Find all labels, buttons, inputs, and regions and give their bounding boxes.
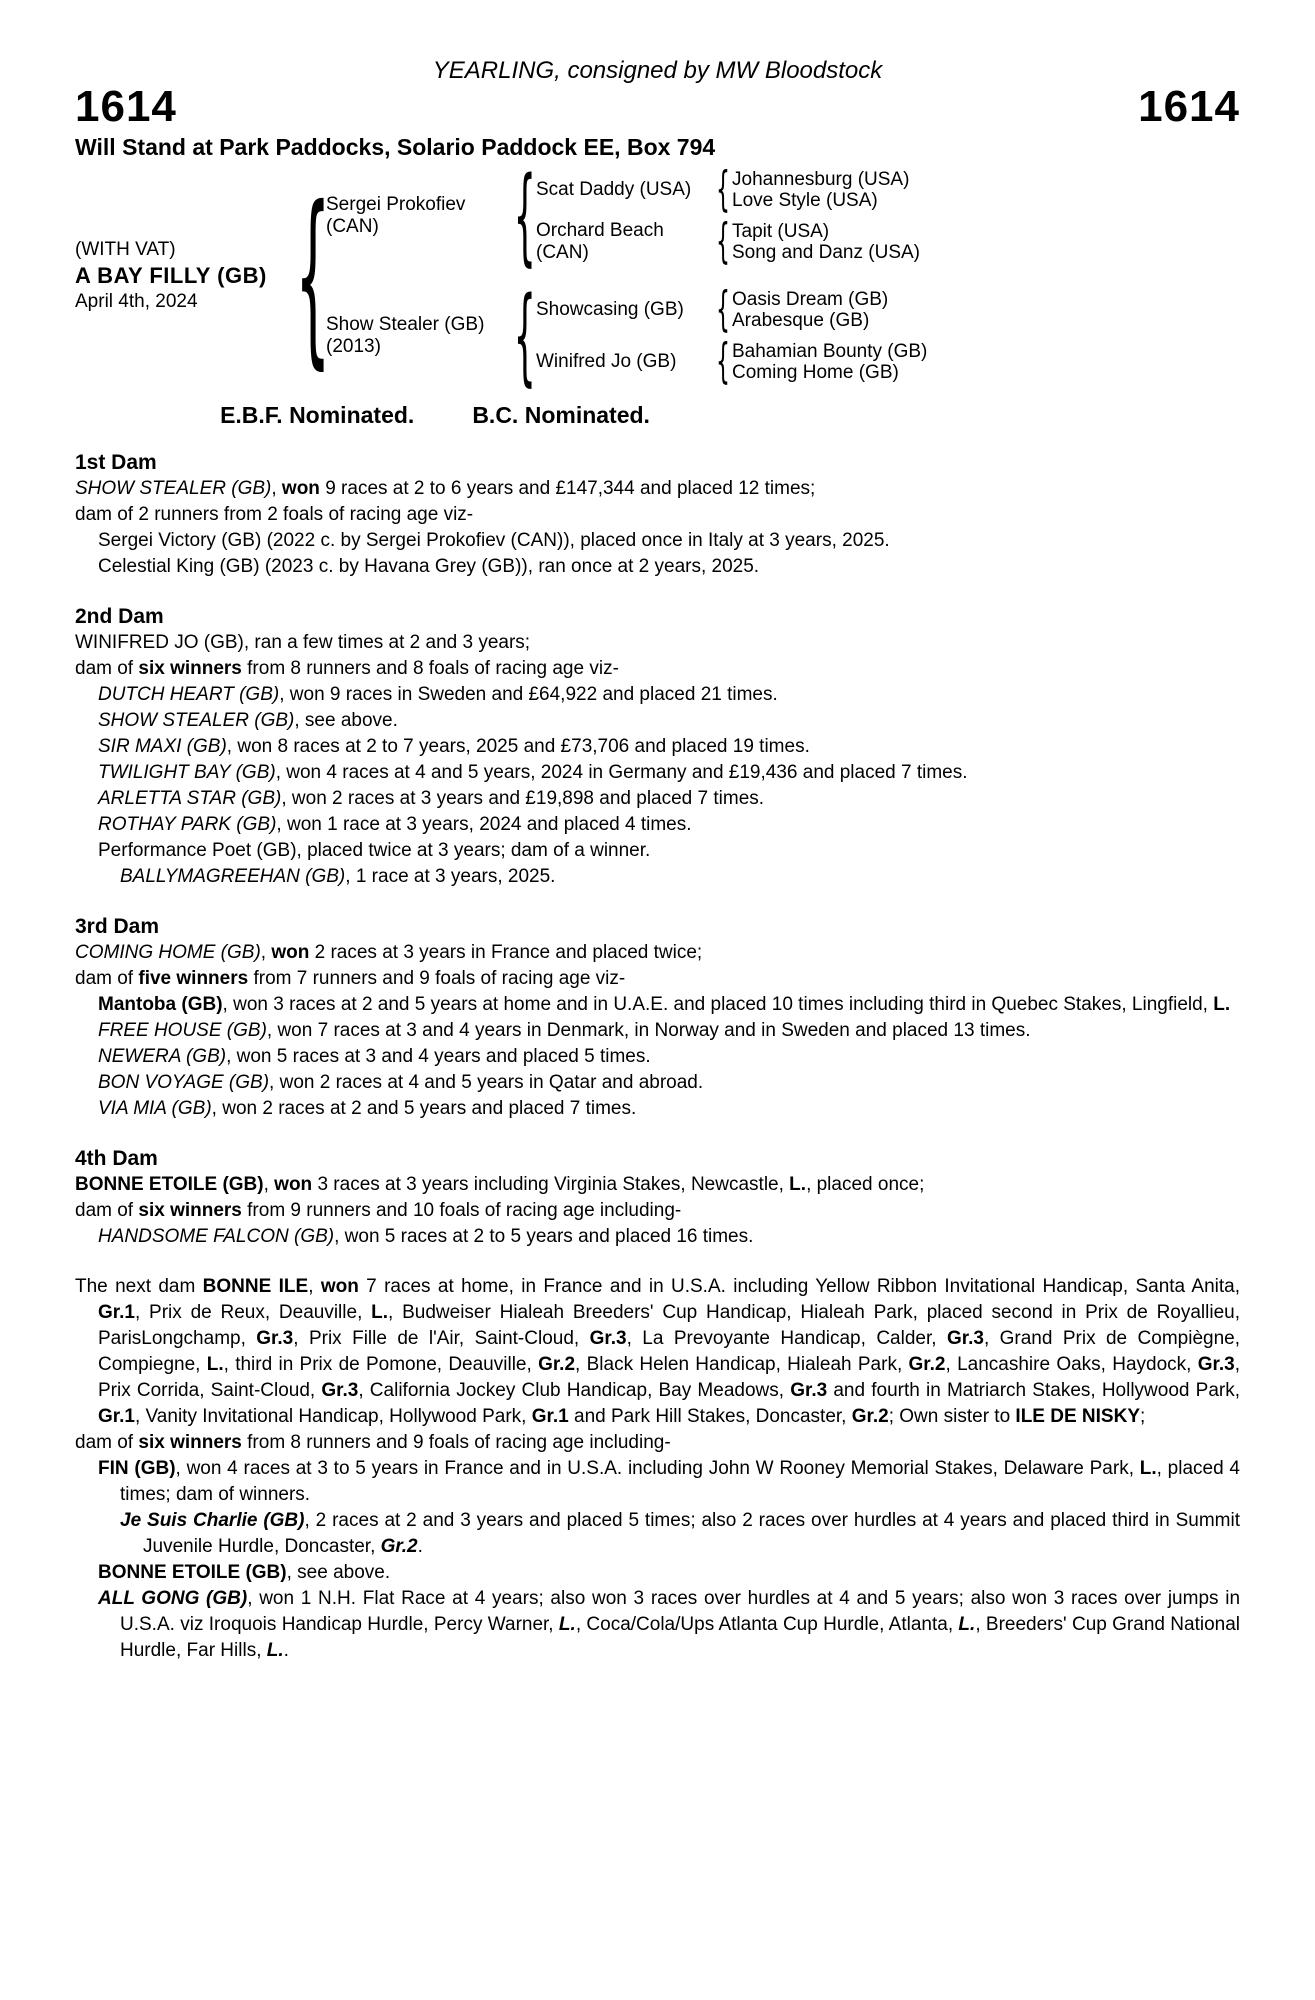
stand-location-line: Will Stand at Park Paddocks, Solario Paddock EE, Box 794 xyxy=(75,134,716,160)
vat-note: (WITH VAT) xyxy=(75,239,176,260)
dam-section xyxy=(75,1146,1240,1250)
pedigree-brace-sire-sire: { xyxy=(716,161,730,217)
pedigree-paragraph: VIA MIA (GB), won 2 races at 2 and 5 years and placed 7 times. xyxy=(98,1098,637,1119)
pedigree-table xyxy=(75,154,1240,397)
sire-sire-name: Scat Daddy (USA) xyxy=(536,179,692,200)
pedigree-paragraph: HANDSOME FALCON (GB), won 5 races at 2 to 5 years and placed 16 times. xyxy=(98,1226,754,1247)
subject-name: A BAY FILLY (GB) xyxy=(75,263,267,288)
dam-section-heading: 1st Dam xyxy=(75,451,157,474)
pedigree-paragraph: WINIFRED JO (GB), ran a few times at 2 and 3 years; xyxy=(75,632,531,653)
dam-branch xyxy=(326,274,928,397)
pedigree-paragraph: SIR MAXI (GB), won 8 races at 2 to 7 years, 2025 and £73,706 and placed 19 times. xyxy=(98,736,810,757)
dam-name: Show Stealer (GB) (2013) xyxy=(326,314,485,357)
pedigree-brace-dam-sire: { xyxy=(716,281,730,337)
pedigree-paragraph: SHOW STEALER (GB), won 9 races at 2 to 6 years and £147,344 and placed 12 times; xyxy=(75,478,816,499)
pedigree-paragraph: dam of six winners from 8 runners and 9 foals of racing age including- xyxy=(75,1432,671,1453)
lot-number-right: 1614 xyxy=(1138,82,1240,131)
pedigree-brace-sire: { xyxy=(513,154,537,277)
pedigree-paragraph: Sergei Victory (GB) (2022 c. by Sergei Prokofiev (CAN)), placed once in Italy at 3 years, 2025. xyxy=(98,530,890,551)
pedigree-paragraph: ARLETTA STAR (GB), won 2 races at 3 years and £19,898 and placed 7 times. xyxy=(98,788,765,809)
lot-number-row xyxy=(75,84,1240,130)
pedigree-paragraph: BONNE ETOILE (GB), won 3 races at 3 years including Virginia Stakes, Newcastle, L., placed once; xyxy=(75,1174,925,1195)
pedigree-paragraph: TWILIGHT BAY (GB), won 4 races at 4 and 5 years, 2024 in Germany and £19,436 and placed 7 times. xyxy=(98,762,968,783)
great-granddam-name: Song and Danz (USA) xyxy=(732,242,920,263)
great-granddam-name: Love Style (USA) xyxy=(732,190,878,211)
dam-sire-branch xyxy=(536,281,927,337)
pedigree-paragraph: dam of six winners from 8 runners and 8 foals of racing age viz- xyxy=(75,658,619,679)
dam-dam-parents xyxy=(732,341,927,383)
great-grandsire-name: Johannesburg (USA) xyxy=(732,169,910,190)
pedigree-brace-generation1: { xyxy=(295,165,331,386)
consignment-line: YEARLING, consigned by MW Bloodstock xyxy=(432,57,883,84)
pedigree-paragraph: BALLYMAGREEHAN (GB), 1 race at 3 years, 2025. xyxy=(120,866,556,887)
dam-sections xyxy=(75,450,1240,1664)
pedigree-brace-dam-dam: { xyxy=(716,333,730,389)
dam-sire-name: Showcasing (GB) xyxy=(536,299,684,320)
dam-section-heading: 4th Dam xyxy=(75,1147,158,1170)
dam-section xyxy=(75,604,1240,890)
subject-block xyxy=(75,237,300,315)
dam-section-heading: 2nd Dam xyxy=(75,605,164,628)
pedigree-paragraph: dam of 2 runners from 2 foals of racing age viz- xyxy=(75,504,474,525)
pedigree-paragraph: dam of six winners from 9 runners and 10 foals of racing age including- xyxy=(75,1200,682,1221)
dam-dam-branch xyxy=(536,333,928,389)
dam-grandparents-column xyxy=(536,281,928,389)
great-grandsire-name: Bahamian Bounty (GB) xyxy=(732,341,928,362)
great-grandsire-name: Oasis Dream (GB) xyxy=(732,289,889,310)
ebf-nomination: E.B.F. Nominated. xyxy=(220,402,415,428)
pedigree-paragraph: Celestial King (GB) (2023 c. by Havana Grey (GB)), ran once at 2 years, 2025. xyxy=(98,556,760,577)
dam-sire-parents xyxy=(732,289,888,331)
dam-section xyxy=(75,450,1240,580)
sire-sire-branch xyxy=(536,161,920,217)
dam-dam-name: Winifred Jo (GB) xyxy=(536,351,677,372)
sire-dam-parents xyxy=(732,221,920,263)
pedigree-paragraph: Mantoba (GB), won 3 races at 2 and 5 years at home and in U.A.E. and placed 10 times including third in Quebec Stakes, Lingfield, L. xyxy=(98,994,1231,1015)
pedigree-paragraph: SHOW STEALER (GB), see above. xyxy=(98,710,398,731)
sire-dam-branch xyxy=(536,213,920,269)
generation-2-column xyxy=(326,154,928,397)
great-grandsire-name: Tapit (USA) xyxy=(732,221,830,242)
sire-grandparents-column xyxy=(536,161,920,269)
pedigree-paragraph: ALL GONG (GB), won 1 N.H. Flat Race at 4 years; also won 3 races over hurdles at 4 and 5 years; also won 3 races over jumps in U.S.A. viz Iroquois Handicap Hurdle, Percy Warner, L., Coca/Cola/Ups Atlanta Cup Hurdle, Atlanta, L., Breeders' Cup Grand National Hurdle, Far Hills, L.. xyxy=(98,1588,1241,1661)
pedigree-paragraph: COMING HOME (GB), won 2 races at 3 years in France and placed twice; xyxy=(75,942,703,963)
dam-section xyxy=(75,1274,1240,1664)
sire-dam-name: Orchard Beach (CAN) xyxy=(536,220,664,263)
dam-section-heading: 3rd Dam xyxy=(75,915,160,938)
pedigree-paragraph: Je Suis Charlie (GB), 2 races at 2 and 3 years and placed 5 times; also 2 races over hurdles at 4 years and placed third in Summit Juvenile Hurdle, Doncaster, Gr.2. xyxy=(120,1510,1240,1557)
pedigree-paragraph: ROTHAY PARK (GB), won 1 race at 3 years, 2024 and placed 4 times. xyxy=(98,814,692,835)
pedigree-paragraph: Performance Poet (GB), placed twice at 3 years; dam of a winner. xyxy=(98,840,651,861)
sire-branch xyxy=(326,154,927,277)
great-granddam-name: Coming Home (GB) xyxy=(732,362,899,383)
pedigree-paragraph: BONNE ETOILE (GB), see above. xyxy=(98,1562,391,1583)
pedigree-paragraph: FIN (GB), won 4 races at 3 to 5 years in France and in U.S.A. including John W Rooney Memorial Stakes, Delaware Park, L., placed 4 times; dam of winners. xyxy=(98,1458,1240,1505)
dam-section xyxy=(75,914,1240,1122)
pedigree-brace-dam: { xyxy=(513,274,537,397)
nominations-line xyxy=(75,402,795,428)
sire-sire-parents xyxy=(732,169,909,211)
subject-foaling-date: April 4th, 2024 xyxy=(75,291,198,312)
pedigree-paragraph: FREE HOUSE (GB), won 7 races at 3 and 4 years in Denmark, in Norway and in Sweden and placed 13 times. xyxy=(98,1020,1031,1041)
lot-number-left: 1614 xyxy=(75,82,177,131)
pedigree-paragraph: NEWERA (GB), won 5 races at 3 and 4 years and placed 5 times. xyxy=(98,1046,651,1067)
pedigree-paragraph: BON VOYAGE (GB), won 2 races at 4 and 5 years in Qatar and abroad. xyxy=(98,1072,704,1093)
bc-nomination: B.C. Nominated. xyxy=(472,402,650,428)
sire-name: Sergei Prokofiev (CAN) xyxy=(326,194,466,237)
pedigree-paragraph: The next dam BONNE ILE, won 7 races at home, in France and in U.S.A. including Yellow Ribbon Invitational Handicap, Santa Anita, Gr.1, Prix de Reux, Deauville, L., Budweiser Hialeah Breeders' Cup Handicap, Hialeah Park, placed second in Prix de Royallieu, ParisLongchamp, Gr.3, Prix Fille de l'Air, Saint-Cloud, Gr.3, La Prevoyante Handicap, Calder, Gr.3, Grand Prix de Compiègne, Compiegne, L., third in Prix de Pomone, Deauville, Gr.2, Black Helen Handicap, Hialeah Park, Gr.2, Lancashire Oaks, Haydock, Gr.3, Prix Corrida, Saint-Cloud, Gr.3, California Jockey Club Handicap, Bay Meadows, Gr.3 and fourth in Matriarch Stakes, Hollywood Park, Gr.1, Vanity Invitational Handicap, Hollywood Park, Gr.1 and Park Hill Stakes, Doncaster, Gr.2; Own sister to ILE DE NISKY; xyxy=(75,1276,1241,1427)
pedigree-paragraph: dam of five winners from 7 runners and 9 foals of racing age viz- xyxy=(75,968,626,989)
pedigree-brace-sire-dam: { xyxy=(716,213,730,269)
great-granddam-name: Arabesque (GB) xyxy=(732,310,870,331)
pedigree-paragraph: DUTCH HEART (GB), won 9 races in Sweden and £64,922 and placed 21 times. xyxy=(98,684,778,705)
